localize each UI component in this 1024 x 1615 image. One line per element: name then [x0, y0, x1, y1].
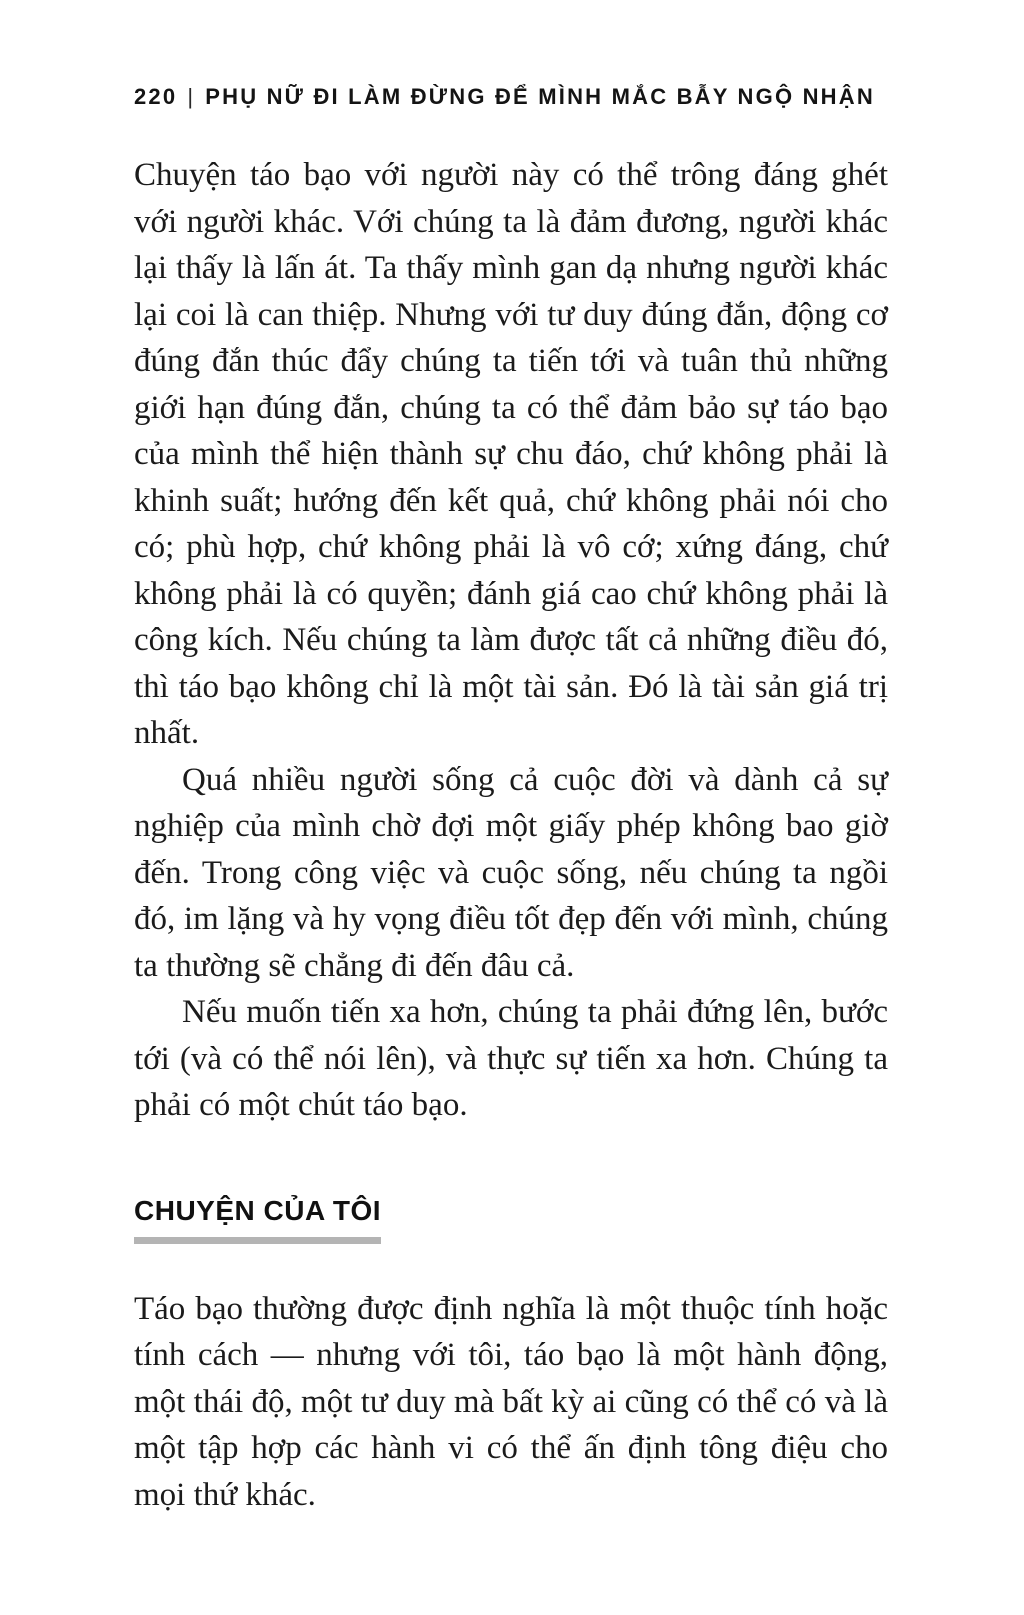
- paragraph-2: Quá nhiều người sống cả cuộc đời và dành cả sự nghiệp của mình chờ đợi một giấy phép không bao giờ đến. Trong công việc và cuộc sống, nếu chúng ta ngồi đó, im lặng và hy vọng điều tốt đẹp đến với mình, chúng ta thường sẽ chẳng đi đến đâu cả.: [134, 761, 888, 984]
- running-header: [134, 84, 890, 110]
- paragraph-4: Táo bạo thường được định nghĩa là một thuộc tính hoặc tính cách — nhưng với tôi, táo bạo là một hành động, một thái độ, một tư duy mà bất kỳ ai cũng có thể có và là một tập hợp các hành vi có thể ấn định tông điệu cho mọi thứ khác.: [134, 1290, 888, 1513]
- section-heading: CHUYỆN CỦA TÔI: [134, 1195, 381, 1244]
- header-separator: |: [187, 84, 196, 109]
- book-title: PHỤ NỮ ĐI LÀM ĐỪNG ĐỂ MÌNH MẮC BẪY NGỘ NHẬN: [205, 84, 875, 109]
- page-number: 220: [134, 84, 178, 109]
- page-content: [134, 152, 888, 1518]
- paragraph-3: Nếu muốn tiến xa hơn, chúng ta phải đứng lên, bước tới (và có thể nói lên), và thực sự tiến xa hơn. Chúng ta phải có một chút táo bạo.: [134, 994, 888, 1123]
- paragraph-1: Chuyện táo bạo với người này có thể trông đáng ghét với người khác. Với chúng ta là đảm đương, người khác lại thấy là lấn át. Ta thấy mình gan dạ nhưng người khác lại coi là can thiệp. Nhưng với tư duy đúng đắn, động cơ đúng đắn thúc đẩy chúng ta tiến tới và tuân thủ những giới hạn đúng đắn, chúng ta có thể đảm bảo sự táo bạo của mình thể hiện thành sự chu đáo, chứ không phải là khinh suất; hướng đến kết quả, chứ không phải nói cho có; phù hợp, chứ không phải là vô cớ; xứng đáng, chứ không phải là có quyền; đánh giá cao chứ không phải là công kích. Nếu chúng ta làm được tất cả những điều đó, thì táo bạo không chỉ là một tài sản. Đó là tài sản giá trị nhất.: [134, 157, 888, 751]
